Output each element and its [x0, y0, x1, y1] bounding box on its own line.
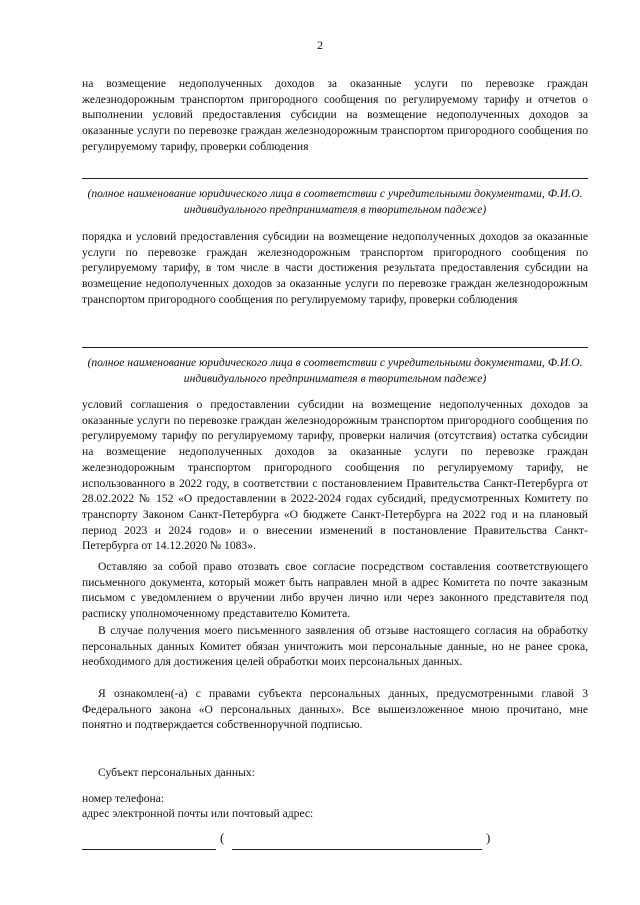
- page-number: 2: [317, 38, 323, 52]
- fill-in-line-2: [82, 347, 588, 348]
- text-block-2: порядка и условий предоставления субсидии на возмещение недополученных доходов за оказанные услуги по перевозке граждан железнодорожным транспортом пригородного сообщения по регулируемому тарифу, в том числе в части достижения результата предоставления субсидии на возмещение недополученных доходов за оказанные услуги по перевозке граждан железнодорожным транспортом пригородного сообщения по регулируемому тарифу, проверки соблюдения: [82, 230, 588, 306]
- signature-line[interactable]: [82, 849, 216, 850]
- close-paren: ): [486, 830, 491, 845]
- name-line[interactable]: [232, 849, 482, 850]
- paragraph-revocation: В случае получения моего письменного заявления об отзыве настоящего согласия на обработку персональных данных Комитет обязан уничтожить мои персональные данные, но не ранее срока, необходимого для достижения целей обработки моих персональных данных.: [82, 624, 588, 669]
- text-block-1: на возмещение недополученных доходов за оказанные услуги по перевозке граждан железнодорожным транспортом пригородного сообщения по регулируемому тарифу и отчетов о выполнении условий предоставления субсидии на возмещение недополученных доходов за оказанные услуги по перевозке граждан железнодорожным транспортом пригородного сообщения по регулируемому тарифу, проверки соблюдения: [82, 77, 588, 153]
- address-label: адрес электронной почты или почтовый адрес:: [82, 807, 314, 820]
- text-block-3: условий соглашения о предоставлении субсидии на возмещение недополученных доходов за оказанные услуги по перевозке граждан железнодорожным транспортом пригородного сообщения по регулируемому тарифу по регулируемому тарифу, проверки наличия (отсутствия) остатка субсидии на возмещение недополученных доходов за оказанные услуги по перевозке граждан железнодорожным транспортом пригородного сообщения по регулируемому тарифу, не использованного в 2022 году, в соответствии с постановлением Правительства Санкт-Петербурга от 28.02.2022 № 152 «О предоставлении в 2022-2024 годах субсидий, предусмотренных Комитету по транспорту Законом Санкт-Петербурга «О бюджете Санкт-Петербурга на 2022 год и на плановый период 2023 и 2024 годов» и о внесении изменений в постановление Правительства Санкт-Петербурга от 14.12.2020 № 1083».: [82, 398, 588, 553]
- paragraph-withdraw-consent: Оставляю за собой право отозвать свое согласие посредством составления соответствующего письменного документа, который может быть направлен мной в адрес Комитета по почте заказным письмом с уведомлением о вручении либо вручен лично или через законного представителя под расписку уполномоченному представителю Комитета.: [82, 560, 588, 621]
- phone-label: номер телефона:: [82, 792, 165, 805]
- open-paren: (: [220, 830, 225, 845]
- subject-label: Субъект персональных данных:: [98, 766, 255, 779]
- fill-in-line-1: [82, 178, 588, 179]
- caption-2: (полное наименование юридического лица в соответствии с учредительными документами, Ф.И.О. индивидуального предпринимателя в творительном падеже): [87, 356, 583, 385]
- paragraph-acknowledgement: Я ознакомлен(-а) с правами субъекта персональных данных, предусмотренными главой 3 Федерального закона «О персональных данных». Все вышеизложенное мною прочитано, мне понятно и подтверждается собственноручной подписью.: [82, 687, 588, 732]
- caption-1: (полное наименование юридического лица в соответствии с учредительными документами, Ф.И.О. индивидуального предпринимателя в творительном падеже): [87, 187, 583, 216]
